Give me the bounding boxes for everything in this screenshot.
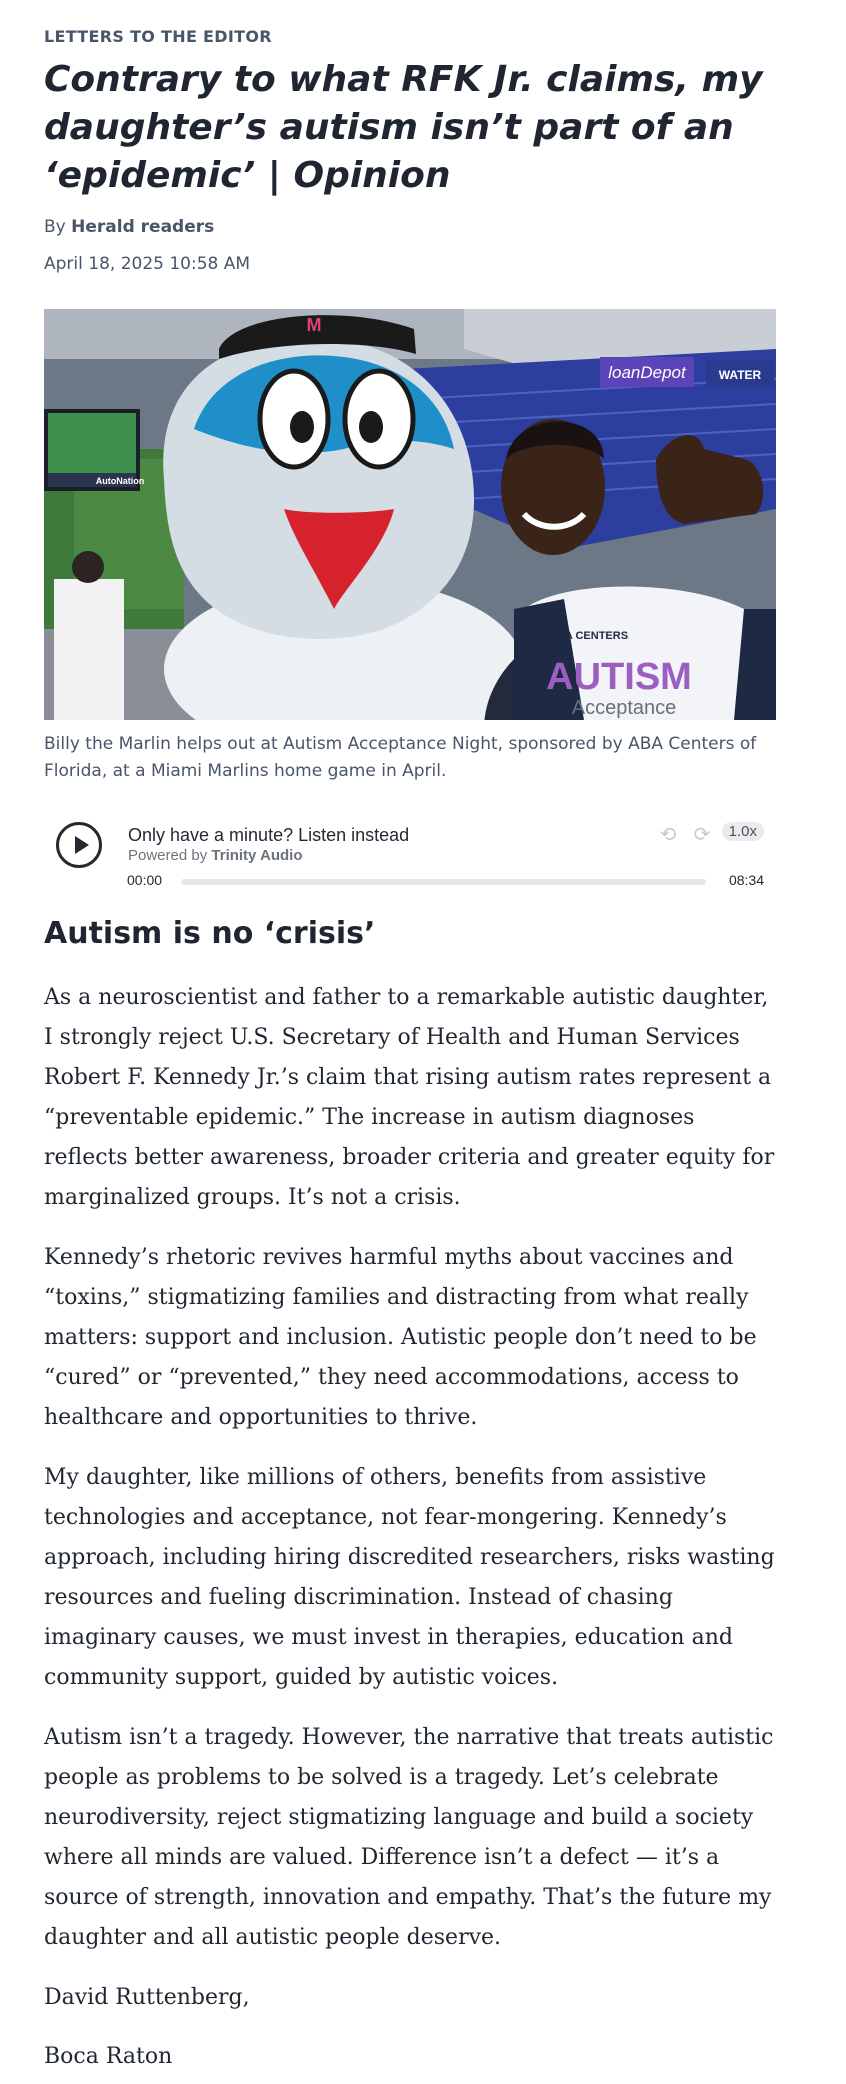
duration: 08:34 (728, 872, 764, 888)
audio-player (44, 812, 776, 894)
section-kicker[interactable]: LETTERS TO THE EDITOR (44, 27, 272, 46)
player-title: Only have a minute? Listen instead (128, 825, 410, 845)
shirt-subword: Acceptance (571, 697, 677, 719)
progress-bar[interactable] (181, 879, 706, 885)
body-paragraph: My daughter, like millions of others, benefits from assistive technologies and acceptance, not fear-mongering. Kennedy’s approach, including hiring discredited researchers, risks wasting resources and fueling discrimination. Instead of chasing imaginary causes, we must invest in therapies, education and community support, guided by autistic voices. (44, 1465, 775, 1690)
current-time: 00:00 (127, 872, 163, 888)
shirt-logo: ABA CENTERS (549, 630, 629, 642)
stadium-sign-2: WATER (718, 368, 762, 382)
rewind-icon[interactable]: ⟲ (659, 822, 677, 846)
stadium-sign: loanDepot (608, 363, 686, 382)
body-paragraph: Kennedy’s rhetoric revives harmful myths about vaccines and “toxins,” stigmatizing families and distracting from what really matters: support and inclusion. Autistic people don’t need to be “cured” or “prevented,” they need accommodations, access to healthcare and opportunities to thrive. (44, 1245, 757, 1430)
powered-brand[interactable]: Trinity Audio (211, 847, 303, 864)
play-icon (75, 836, 89, 854)
section-subhead: Autism is no ‘crisis’ (44, 916, 376, 951)
tv-sign: AutoNation (95, 476, 145, 486)
cap-logo: M (306, 315, 322, 335)
article-headline: Contrary to what RFK Jr. claims, my daughter’s autism isn’t part of an ‘epidemic’ | Opinion (44, 59, 763, 196)
publish-date: April 18, 2025 10:58 AM (44, 254, 251, 274)
shirt-word: AUTISM (546, 656, 692, 698)
forward-icon[interactable]: ⟳ (693, 822, 711, 846)
body-paragraph: As a neuroscientist and father to a remarkable autistic daughter, I strongly reject U.S. Secretary of Health and Human Services Robert F. Kennedy Jr.’s claim that rising autism rates represent a “preventable epidemic.” The increase in autism diagnoses reflects better awareness, broader criteria and greater equity for marginalized groups. It’s not a crisis. (44, 985, 775, 1210)
photo-caption: Billy the Marlin helps out at Autism Acceptance Night, sponsored by ABA Centers of Florida, at a Miami Marlins home game in April. (44, 734, 757, 781)
playback-speed-button[interactable]: 1.0x (722, 822, 764, 841)
signature-name: David Ruttenberg, (44, 1985, 250, 2010)
signature-city: Boca Raton (44, 2044, 173, 2069)
photo-illustration (44, 309, 776, 720)
player-powered-by (128, 847, 303, 864)
byline-prefix: By (44, 217, 66, 237)
byline (44, 217, 776, 237)
play-button[interactable] (56, 822, 102, 868)
article-photo (44, 309, 776, 720)
powered-prefix: Powered by (128, 847, 208, 864)
byline-author[interactable]: Herald readers (71, 217, 215, 237)
body-paragraph: Autism isn’t a tragedy. However, the narrative that treats autistic people as problems to be solved is a tragedy. Let’s celebrate neurodiversity, reject stigmatizing language and build a society where all minds are valued. Difference isn’t a defect — it’s a source of strength, innovation and empathy. That’s the future my daughter and all autistic people deserve. (44, 1725, 774, 1950)
